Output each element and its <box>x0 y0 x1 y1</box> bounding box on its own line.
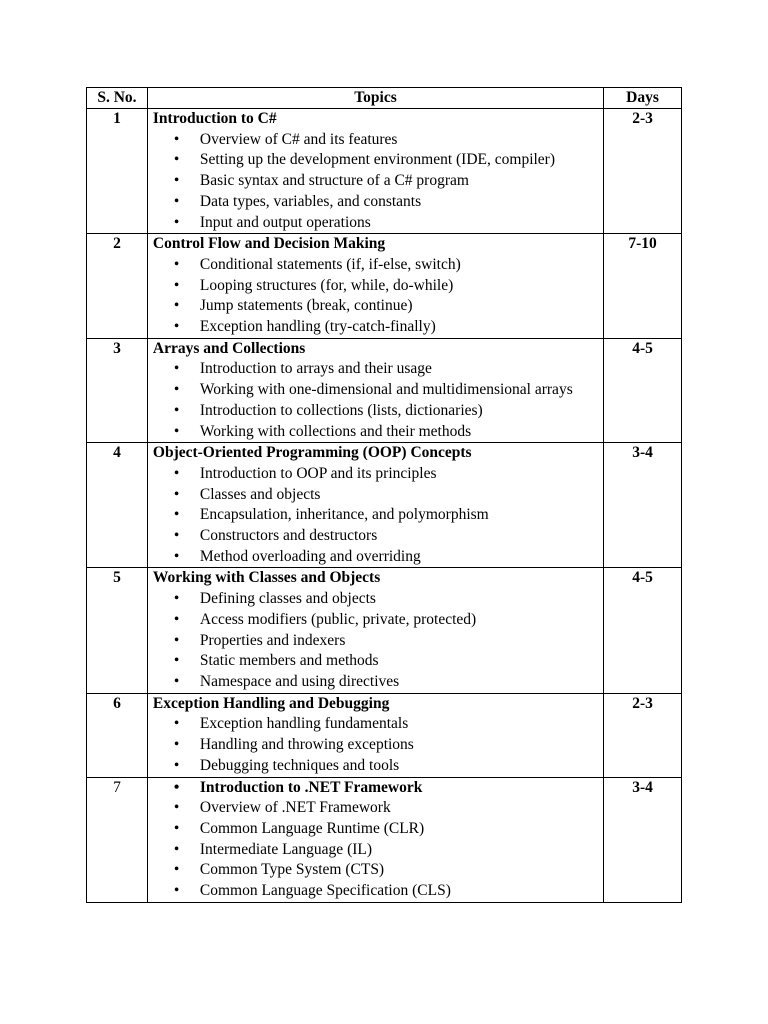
list-item: • Properties and indexers <box>148 631 603 652</box>
table-row <box>87 568 682 693</box>
serial-number: 7 <box>87 777 148 902</box>
list-item: • Introduction to collections (lists, dictionaries) <box>148 401 603 422</box>
topic-title: Working with Classes and Objects <box>152 569 381 587</box>
list-item: • Introduction to .NET Framework <box>148 778 603 799</box>
topic-cell <box>147 234 603 339</box>
subtopic-list <box>148 255 603 338</box>
list-item: • Exception handling (try-catch-finally) <box>148 317 603 338</box>
topic-cell <box>147 693 603 777</box>
serial-number: 4 <box>87 443 148 568</box>
list-item: • Input and output operations <box>148 213 603 234</box>
subtopic-list <box>148 130 603 234</box>
table-row <box>87 443 682 568</box>
list-item: • Handling and throwing exceptions <box>148 735 603 756</box>
topic-cell <box>147 568 603 693</box>
list-item: • Working with collections and their methods <box>148 422 603 443</box>
list-item: • Overview of C# and its features <box>148 130 603 151</box>
days-value: 4-5 <box>604 568 682 693</box>
list-item: • Constructors and destructors <box>148 526 603 547</box>
table-row <box>87 777 682 902</box>
serial-number: 5 <box>87 568 148 693</box>
serial-number: 1 <box>87 109 148 234</box>
list-item: • Static members and methods <box>148 651 603 672</box>
list-item: • Basic syntax and structure of a C# program <box>148 171 603 192</box>
subtopic-list <box>148 714 603 776</box>
topic-title: Arrays and Collections <box>152 339 306 357</box>
topic-title: Introduction to C# <box>152 110 277 127</box>
syllabus-table <box>86 87 682 903</box>
list-item: • Setting up the development environment (IDE, compiler) <box>148 150 603 171</box>
list-item: • Overview of .NET Framework <box>148 798 603 819</box>
topics-header: Topics <box>147 88 603 109</box>
topic-title: Object-Oriented Programming (OOP) Concepts <box>152 444 472 462</box>
list-item: • Introduction to OOP and its principles <box>148 464 603 485</box>
topic-title: Exception Handling and Debugging <box>152 694 390 712</box>
list-item: • Namespace and using directives <box>148 672 603 693</box>
topic-cell <box>147 443 603 568</box>
list-item: • Access modifiers (public, private, protected) <box>148 610 603 631</box>
subtopic-list <box>148 359 603 442</box>
list-item: • Working with one-dimensional and multidimensional arrays <box>148 380 603 401</box>
list-item: • Classes and objects <box>148 485 603 506</box>
list-item: • Conditional statements (if, if-else, switch) <box>148 255 603 276</box>
list-item: • Introduction to arrays and their usage <box>148 359 603 380</box>
header-row <box>87 88 682 109</box>
serial-number: 6 <box>87 693 148 777</box>
list-item: • Common Language Specification (CLS) <box>148 881 603 902</box>
list-item: • Defining classes and objects <box>148 589 603 610</box>
serial-number: 2 <box>87 234 148 339</box>
topic-cell <box>147 109 603 234</box>
days-value: 3-4 <box>604 777 682 902</box>
days-value: 2-3 <box>604 693 682 777</box>
table-row <box>87 338 682 443</box>
days-header: Days <box>604 88 682 109</box>
days-value: 2-3 <box>604 109 682 234</box>
days-value: 4-5 <box>604 338 682 443</box>
subtopic-list <box>148 778 603 902</box>
list-item: • Encapsulation, inheritance, and polymorphism <box>148 505 603 526</box>
table-row <box>87 109 682 234</box>
list-item: • Exception handling fundamentals <box>148 714 603 735</box>
list-item: • Debugging techniques and tools <box>148 756 603 777</box>
serial-number: 3 <box>87 338 148 443</box>
sno-header: S. No. <box>87 88 148 109</box>
topic-cell <box>147 777 603 902</box>
list-item: • Jump statements (break, continue) <box>148 296 603 317</box>
topic-cell <box>147 338 603 443</box>
list-item: • Looping structures (for, while, do-while) <box>148 276 603 297</box>
subtopic-list <box>148 464 603 568</box>
days-value: 3-4 <box>604 443 682 568</box>
list-item: • Data types, variables, and constants <box>148 192 603 213</box>
topic-title: Control Flow and Decision Making <box>152 235 386 253</box>
list-item: • Common Language Runtime (CLR) <box>148 819 603 840</box>
subtopic-list <box>148 589 603 693</box>
days-value: 7-10 <box>604 234 682 339</box>
list-item: • Method overloading and overriding <box>148 547 603 568</box>
list-item: • Common Type System (CTS) <box>148 860 603 881</box>
list-item: • Intermediate Language (IL) <box>148 840 603 861</box>
table-row <box>87 234 682 339</box>
table-row <box>87 693 682 777</box>
